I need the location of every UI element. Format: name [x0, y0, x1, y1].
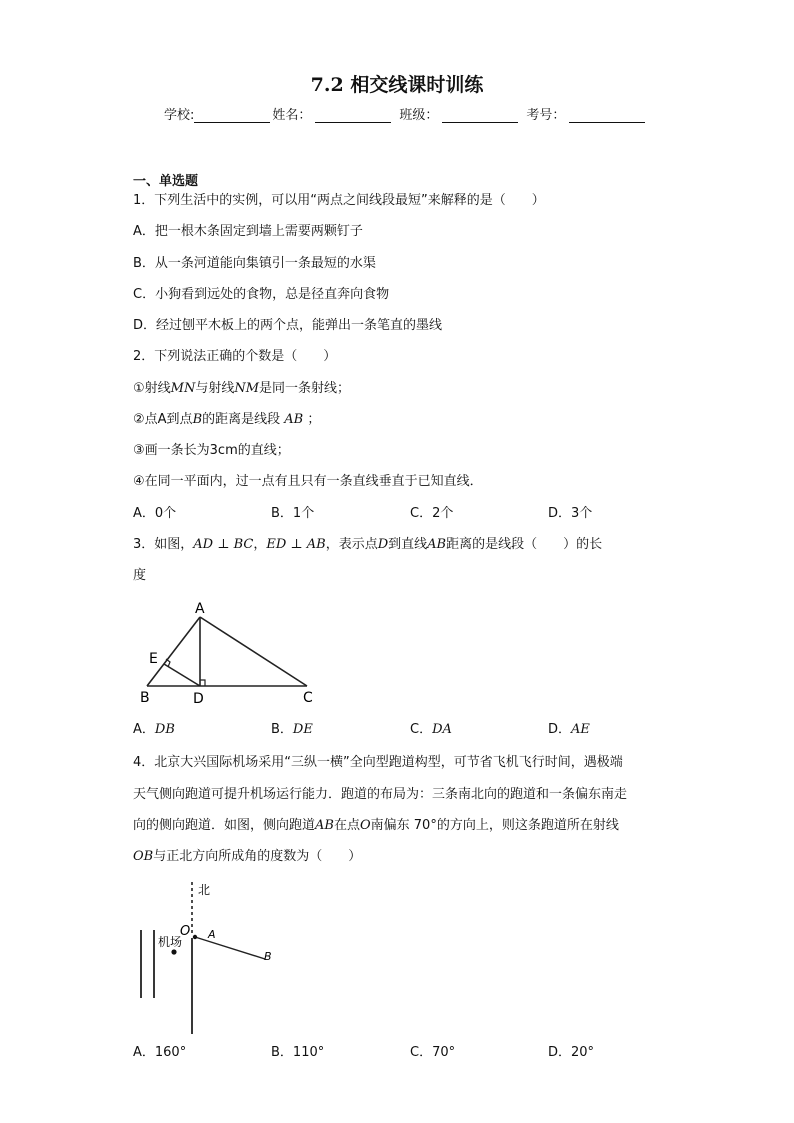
- fig-airport-label: 机场: [158, 935, 183, 949]
- class-blank: [442, 108, 518, 123]
- q2-option-a: A．0个: [133, 506, 177, 521]
- fig-segment-de: [164, 664, 200, 686]
- q2-option-d: D．3个: [548, 506, 593, 521]
- q1-option-d: D．经过刨平木板上的两个点，能弹出一条笔直的墨线: [133, 318, 443, 333]
- q4-option-d: D．20°: [548, 1045, 595, 1060]
- fig-label-c: C: [303, 690, 313, 706]
- q4-l3-mid: 在点: [333, 818, 360, 833]
- fig-label-a: A: [195, 601, 205, 617]
- q2-s1-nm: NM: [234, 381, 260, 396]
- q4-option-a: A．160°: [133, 1045, 187, 1060]
- q3-a-val: DB: [154, 722, 175, 737]
- q3-ed-ab: ED ⊥ AB: [266, 537, 326, 552]
- id-label: 考号：: [526, 108, 566, 123]
- fig-airport-dot: [171, 949, 176, 954]
- class-label: 班级：: [399, 108, 439, 123]
- q2-s2-ab: AB: [284, 412, 304, 427]
- fig-point-o: [193, 935, 197, 939]
- q4-l3-ab: AB: [315, 818, 334, 833]
- q4-airport-figure: [130, 878, 290, 1038]
- q3-tail: 距离的是线段（ ）的长: [446, 537, 603, 552]
- q2-stem: 2．下列说法正确的个数是（ ）: [133, 349, 337, 364]
- fig-label-b: B: [140, 690, 150, 706]
- q3-mid: ，表示点: [325, 537, 378, 552]
- fig-north-label: 北: [198, 883, 211, 897]
- school-blank: [194, 108, 270, 123]
- q4-l3-post: 南偏东 70°的方向上，则这条跑道所在射线: [370, 818, 619, 833]
- q3-d: D: [377, 537, 389, 552]
- q1-option-b: B．从一条河道能向集镇引一条最短的水渠: [133, 256, 376, 271]
- q3-comma: ，: [253, 537, 267, 552]
- page-title: 7.2 相交线课时训练: [310, 74, 484, 96]
- q2-s1-pre: ①射线: [133, 381, 171, 396]
- school-label: 学校:: [164, 108, 195, 123]
- q3-d-val: AE: [571, 722, 590, 737]
- q3-option-a: [133, 722, 175, 738]
- fig-o-label: O: [180, 924, 191, 939]
- q3-d-pre: D．: [548, 722, 572, 737]
- q3-ad-bc: AD ⊥ BC: [193, 537, 254, 552]
- q3-stem-cont: 度: [133, 568, 147, 583]
- q3-a-pre: A．: [133, 722, 155, 737]
- q2-s1-post: 是同一条射线；: [259, 381, 351, 396]
- student-info-row: [164, 104, 647, 123]
- q3-b-pre: B．: [271, 722, 293, 737]
- fig-side-runway-ab: [195, 937, 265, 959]
- name-blank: [315, 108, 391, 123]
- q4-l3-o: O: [359, 818, 371, 833]
- q3-triangle-figure: [135, 595, 325, 710]
- q3-option-d: [548, 722, 590, 738]
- q3-num: 3．如图，: [133, 537, 194, 552]
- q2-statement-4: ④在同一平面内，过一点有且只有一条直线垂直于已知直线．: [133, 474, 483, 489]
- q4-l4-ob: OB: [133, 849, 154, 864]
- fig-label-d: D: [193, 691, 204, 707]
- q1-option-a: A．把一根木条固定到墙上需要两颗钉子: [133, 224, 363, 239]
- fig-side-ac: [200, 617, 307, 686]
- q4-option-c: C．70°: [410, 1045, 456, 1060]
- q4-line-1: 4．北京大兴国际机场采用“三纵一横”全向型跑道构型，可节省飞机飞行时间，遇极端: [133, 755, 623, 770]
- q2-option-c: C．2个: [410, 506, 454, 521]
- q2-s2-mid: 的距离是线段: [202, 412, 281, 427]
- id-blank: [569, 108, 645, 123]
- q3-stem: [133, 537, 602, 553]
- q4-line-4: [133, 849, 361, 865]
- fig-b-label: B: [264, 950, 272, 963]
- q2-s2-b: B: [192, 412, 203, 427]
- q2-option-b: B．1个: [271, 506, 315, 521]
- q4-line-3: [133, 818, 619, 834]
- q2-statement-1: [133, 381, 350, 397]
- q1-option-c: C．小狗看到远处的食物，总是径直奔向食物: [133, 287, 390, 302]
- q3-c-val: DA: [432, 722, 452, 737]
- q3-to-line: 到直线: [388, 537, 428, 552]
- q4-option-b: B．110°: [271, 1045, 325, 1060]
- q2-s1-mn: MN: [170, 381, 196, 396]
- q2-statement-3: ③画一条长为3cm的直线；: [133, 443, 290, 458]
- q4-l4-post: 与正北方向所成角的度数为（ ）: [153, 849, 362, 864]
- q2-s2-pre: ②点A到点: [133, 412, 193, 427]
- q3-b-val: DE: [292, 722, 313, 737]
- q2-statement-2: [133, 412, 320, 428]
- name-label: 姓名：: [272, 108, 312, 123]
- q2-s2-post: ；: [307, 412, 321, 427]
- q3-ab: AB: [427, 537, 447, 552]
- q4-line-2: 天气侧向跑道可提升机场运行能力．跑道的布局为：三条南北向的跑道和一条偏东南走: [133, 787, 628, 802]
- q3-option-b: [271, 722, 313, 738]
- section-title: 一、单选题: [133, 174, 199, 189]
- q4-l3-pre: 向的侧向跑道．如图，侧向跑道: [133, 818, 316, 833]
- q1-stem: 1．下列生活中的实例，可以用“两点之间线段最短”来解释的是（ ）: [133, 193, 545, 208]
- q3-option-c: [410, 722, 452, 738]
- q2-s1-mid: 与射线: [195, 381, 235, 396]
- fig-label-e: E: [149, 651, 158, 667]
- q3-c-pre: C．: [410, 722, 433, 737]
- fig-a-label: A: [208, 928, 216, 941]
